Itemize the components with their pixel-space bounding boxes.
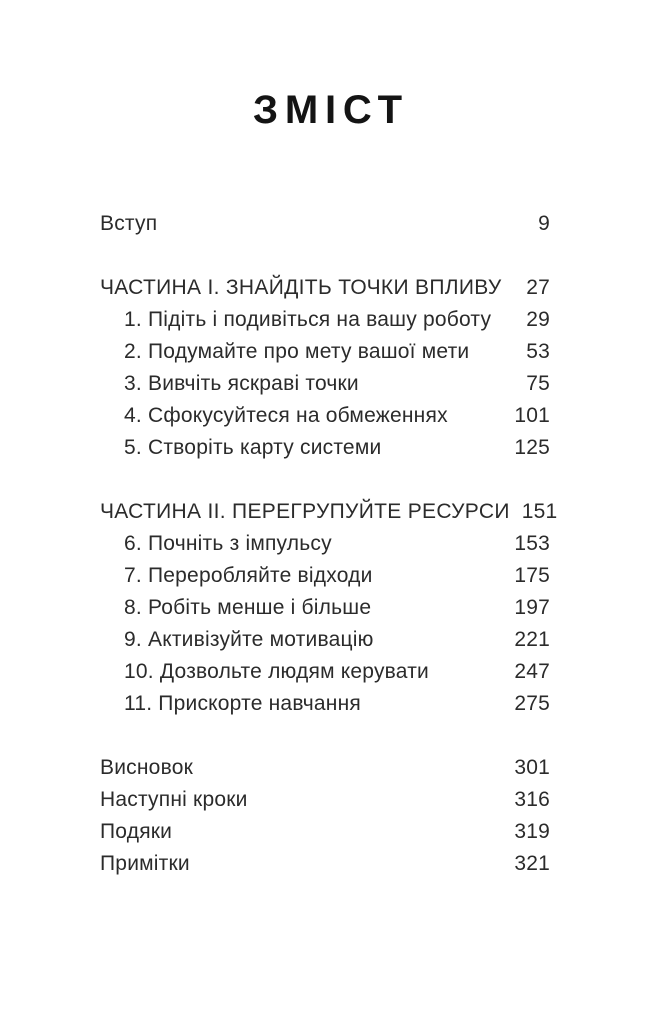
- toc-chapter-1: [100, 304, 550, 336]
- toc-entry-label: Наступні кроки: [100, 788, 248, 811]
- toc-chapter-3: [100, 368, 550, 400]
- toc-entry-label: Подяки: [100, 820, 173, 843]
- toc-entry-notes: [100, 848, 550, 880]
- toc-chapter-page: 125: [514, 436, 550, 459]
- toc-entry-label: Вступ: [100, 212, 158, 235]
- toc-chapter-page: 101: [514, 404, 550, 427]
- toc-chapter-label: 1. Підіть і подивіться на вашу роботу: [124, 308, 492, 331]
- toc-chapter-10: [100, 656, 550, 688]
- toc-chapter-page: 29: [526, 308, 550, 331]
- toc-chapter-8: [100, 592, 550, 624]
- toc-part-2-heading: [100, 496, 558, 528]
- toc-chapter-page: 175: [514, 564, 550, 587]
- toc-chapter-2: [100, 336, 550, 368]
- toc-entry-next-steps: [100, 784, 550, 816]
- toc-chapter-page: 197: [514, 596, 550, 619]
- toc-entry-page: 316: [514, 788, 550, 811]
- toc-entry-label: Висновок: [100, 756, 193, 779]
- toc-chapter-7: [100, 560, 550, 592]
- toc-chapter-4: [100, 400, 550, 432]
- toc-chapter-label: 6. Почніть з імпульсу: [124, 532, 332, 555]
- toc-entry-page: 301: [514, 756, 550, 779]
- toc-chapter-label: 2. Подумайте про мету вашої мети: [124, 340, 470, 363]
- toc-entry-label: Примітки: [100, 852, 190, 875]
- toc-chapter-page: 221: [514, 628, 550, 651]
- toc-chapter-11: [100, 688, 550, 720]
- toc-part-1-heading: [100, 272, 550, 304]
- toc-part-label: ЧАСТИНА ІІ. ПЕРЕГРУПУЙТЕ РЕСУРСИ: [100, 500, 510, 523]
- toc-chapter-label: 3. Вивчіть яскраві точки: [124, 372, 359, 395]
- toc-entry-page: 319: [514, 820, 550, 843]
- toc-chapter-page: 275: [514, 692, 550, 715]
- page-title: ЗМІСТ: [252, 88, 409, 132]
- section-spacer: [100, 240, 550, 272]
- toc-part-page: 27: [526, 276, 550, 299]
- toc-chapter-9: [100, 624, 550, 656]
- toc-entry-acknowledgements: [100, 816, 550, 848]
- toc-chapter-label: 5. Створіть карту системи: [124, 436, 382, 459]
- toc-chapter-page: 75: [526, 372, 550, 395]
- toc-chapter-6: [100, 528, 550, 560]
- table-of-contents: [100, 208, 558, 880]
- section-spacer: [100, 720, 550, 752]
- toc-chapter-5: [100, 432, 550, 464]
- toc-entry-page: 9: [538, 212, 550, 235]
- toc-chapter-label: 9. Активізуйте мотивацію: [124, 628, 374, 651]
- toc-chapter-label: 11. Прискорте навчання: [124, 692, 361, 715]
- toc-entry-page: 321: [514, 852, 550, 875]
- toc-entry-intro: [100, 208, 550, 240]
- toc-chapter-page: 53: [526, 340, 550, 363]
- toc-chapter-page: 247: [514, 660, 550, 683]
- toc-part-page: 151: [521, 500, 558, 523]
- toc-chapter-label: 4. Сфокусуйтеся на обмеженнях: [124, 404, 448, 427]
- toc-chapter-label: 8. Робіть менше і більше: [124, 596, 372, 619]
- toc-entry-conclusion: [100, 752, 550, 784]
- toc-chapter-page: 153: [514, 532, 550, 555]
- toc-chapter-label: 10. Дозвольте людям керувати: [124, 660, 429, 683]
- toc-part-label: ЧАСТИНА І. ЗНАЙДІТЬ ТОЧКИ ВПЛИВУ: [100, 276, 502, 299]
- toc-chapter-label: 7. Переробляйте відходи: [124, 564, 373, 587]
- section-spacer: [100, 464, 550, 496]
